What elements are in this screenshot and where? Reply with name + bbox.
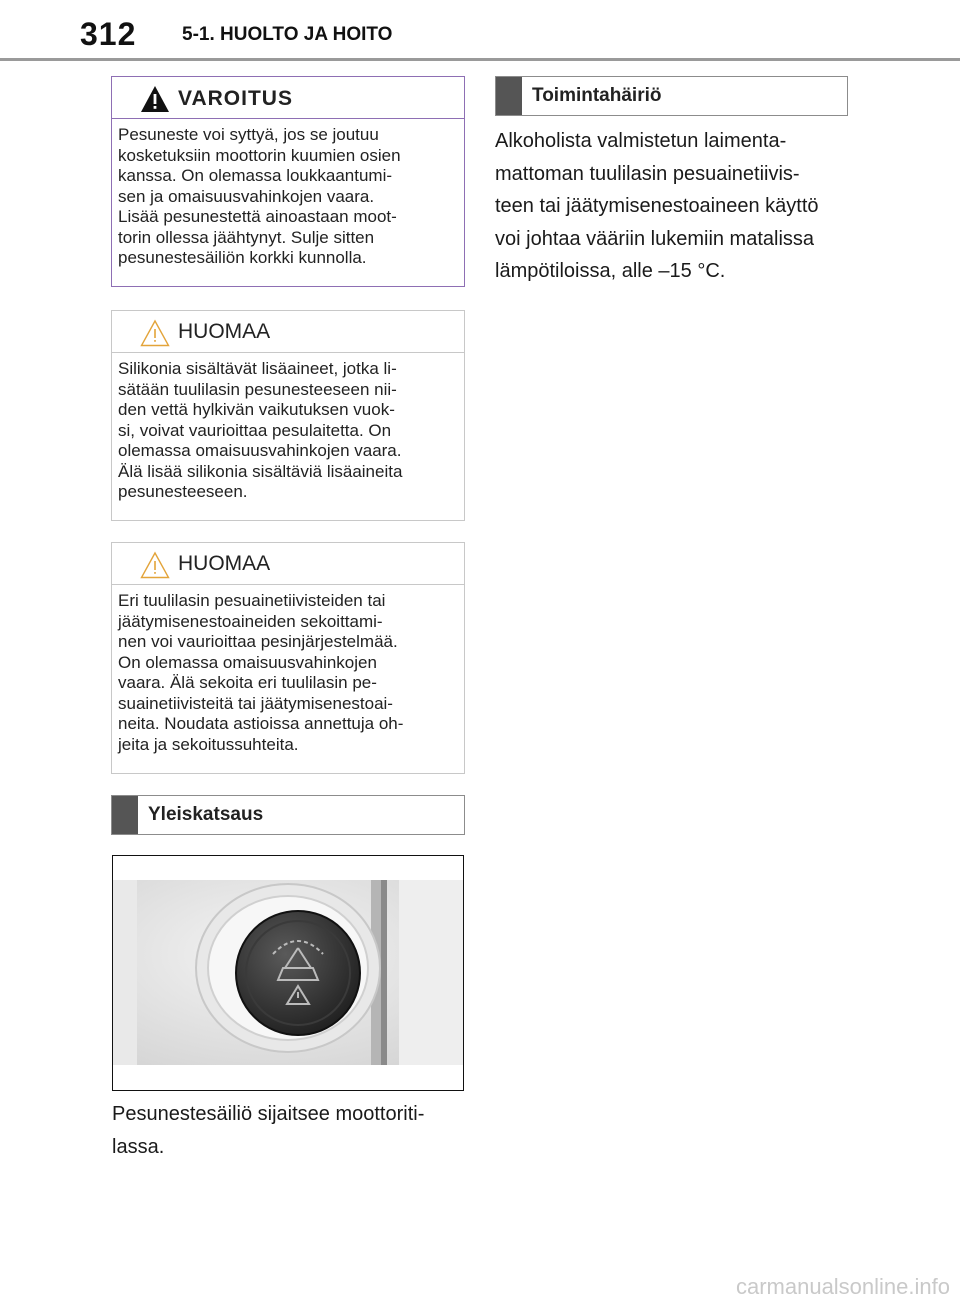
heading-bar <box>496 77 522 115</box>
notice-box-2-text: Eri tuulilasin pesuainetiivisteiden tai jäätymisenestoaineiden sekoittami- nen voi vaurioittaa pesinjärjestelmää. On olemassa omaisuusvahinkojen vaara. Älä sekoita eri tuulilasin pe- suainetiivisteitä tai jäätymisenestoai- neita. Noudata astioissa annettuja oh- jeita ja sekoitussuhteita. <box>118 591 404 754</box>
washer-cap-illustration <box>113 856 463 1090</box>
header-divider <box>0 58 960 61</box>
overview-title: Yleiskatsaus <box>148 804 264 825</box>
watermark: carmanualsonline.info <box>735 1274 950 1299</box>
warning-box <box>111 76 465 287</box>
notice-box-1-title: HUOMAA <box>178 320 271 343</box>
overview-caption: Pesunestesäiliö sijaitsee moottoriti- lassa. <box>112 1103 425 1158</box>
notice-box-1-text: Silikonia sisältävät lisäaineet, jotka li- sätään tuulilasin pesunesteeseen nii- den vettä hylkivän vaikutuksen vuok- si, voivat vaurioittaa pesulaitetta. On olemassa omaisuusvahinkojen vaara. Älä lisää silikonia sisältäviä lisäaineita pesunesteeseen. <box>118 359 403 501</box>
notice-box-1-header <box>112 311 464 353</box>
malfunction-title: Toimintahäiriö <box>532 85 662 106</box>
caution-triangle-icon <box>140 319 170 347</box>
caution-triangle-icon <box>140 551 170 579</box>
notice-box-1 <box>111 310 465 521</box>
warning-box-header <box>112 77 464 119</box>
heading-bar <box>112 796 138 834</box>
notice-box-2-title: HUOMAA <box>178 552 271 575</box>
washer-reservoir-photo <box>112 855 464 1091</box>
warning-box-text: Pesuneste voi syttyä, jos se joutuu kosketuksiin moottorin kuumien osien kanssa. On olemassa loukkaantumi- sen ja omaisuusvahinkojen vaara. Lisää pesunestettä ainoastaan moot- torin ollessa jäähtynyt. Sulje sitten pesunestesäiliön korkki kunnolla. <box>118 125 401 267</box>
page-number: 312 <box>80 16 137 52</box>
notice-box-2 <box>111 542 465 774</box>
warning-box-title: VAROITUS <box>178 87 293 110</box>
overview-heading <box>111 795 465 835</box>
section-title: 5-1. HUOLTO JA HOITO <box>182 24 393 45</box>
warning-triangle-icon <box>140 85 170 113</box>
page-header <box>0 0 960 62</box>
notice-box-2-header <box>112 543 464 585</box>
malfunction-text: Alkoholista valmistetun laimenta- mattoman tuulilasin pesuainetiivis- teen tai jäätymisenestoaineen käyttö voi johtaa vääriin lukemiin matalissa lämpötiloissa, alle –15 °C. <box>495 130 819 282</box>
malfunction-heading <box>495 76 848 116</box>
